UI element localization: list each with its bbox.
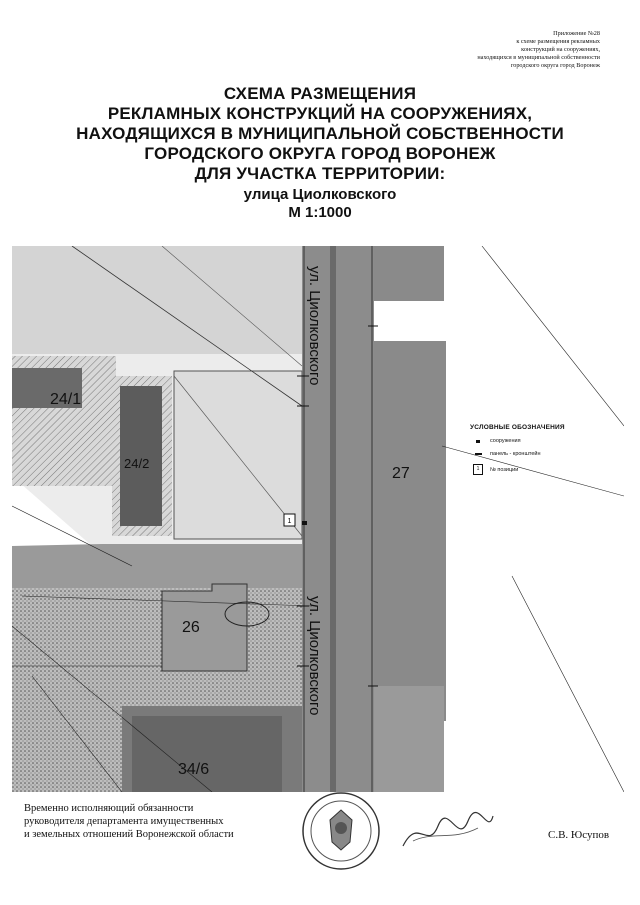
appendix-line-3: конструкций на сооружениях, bbox=[521, 46, 600, 53]
plot-26-building bbox=[162, 584, 247, 671]
title-street: улица Циолковского bbox=[243, 186, 397, 203]
legend-title: УСЛОВНЫЕ ОБОЗНАЧЕНИЯ bbox=[470, 424, 565, 431]
title-line-1: СХЕМА РАЗМЕЩЕНИЯ bbox=[223, 84, 417, 103]
title-line-2: РЕКЛАМНЫХ КОНСТРУКЦИЙ НА СООРУЖЕНИЯХ, bbox=[107, 104, 533, 123]
structure-symbol-icon bbox=[470, 440, 490, 443]
plot-34-6-building bbox=[132, 716, 282, 792]
appendix-line-2: к схеме размещения рекламных bbox=[516, 38, 600, 45]
footer-line-1: Временно исполняющий обязанности bbox=[24, 803, 194, 814]
title-line-3: НАХОДЯЩИХСЯ В МУНИЦИПАЛЬНОЙ СОБСТВЕННОСТИ bbox=[76, 124, 564, 143]
legend-row-structures bbox=[470, 438, 615, 444]
plot-27-area bbox=[374, 246, 444, 301]
street-label-upper: ул. Циолковского bbox=[306, 266, 323, 386]
legend-row-position bbox=[470, 464, 615, 475]
signatory-position bbox=[24, 802, 234, 841]
side-street bbox=[12, 544, 302, 588]
plot-label-26: 26 bbox=[182, 619, 200, 636]
street-centerline bbox=[330, 246, 336, 792]
legend-label-structures: сооружения bbox=[490, 438, 521, 444]
appendix-line-1: Приложение №28 bbox=[553, 30, 600, 37]
plot-27-main bbox=[374, 341, 446, 721]
position-marker-number: 1 bbox=[287, 518, 292, 525]
title-scale: М 1:1000 bbox=[288, 204, 352, 221]
legend-label-panel: панель - кронштейн bbox=[490, 451, 541, 457]
official-seal-icon bbox=[300, 790, 382, 872]
footer-line-2: руководителя департамента имущественных bbox=[24, 816, 224, 827]
title-line-5: ДЛЯ УЧАСТКА ТЕРРИТОРИИ: bbox=[194, 164, 446, 183]
street-label-lower: ул. Циолковского bbox=[306, 596, 323, 716]
legend-label-position: № позиции bbox=[490, 466, 519, 473]
panel-bracket-symbol-icon bbox=[470, 453, 490, 455]
site-map bbox=[12, 246, 624, 792]
middle-block bbox=[174, 371, 302, 539]
position-symbol-icon: 1 bbox=[470, 464, 490, 475]
plot-label-24-2: 24/2 bbox=[124, 456, 150, 471]
document-title bbox=[0, 84, 640, 222]
title-line-4: ГОРОДСКОГО ОКРУГА ГОРОД ВОРОНЕЖ bbox=[144, 144, 496, 163]
upper-lawn bbox=[12, 246, 302, 354]
footer-line-3: и земельных отношений Воронежской области bbox=[24, 829, 234, 840]
plot-label-24-1: 24/1 bbox=[50, 391, 82, 408]
ad-structure-marker bbox=[302, 521, 307, 525]
appendix-line-4: находящихся в муниципальной собственности bbox=[477, 54, 600, 61]
plot-label-27: 27 bbox=[392, 465, 410, 482]
appendix-note bbox=[420, 30, 600, 70]
plot-label-34-6: 34/6 bbox=[178, 761, 210, 778]
appendix-line-5: городского округа город Воронеж bbox=[510, 62, 600, 69]
signer-name: С.В. Юсупов bbox=[548, 829, 610, 841]
signature-icon bbox=[398, 806, 498, 856]
legend-row-panel bbox=[470, 451, 615, 457]
plot-27-lower bbox=[374, 686, 444, 792]
map-legend bbox=[470, 424, 615, 475]
